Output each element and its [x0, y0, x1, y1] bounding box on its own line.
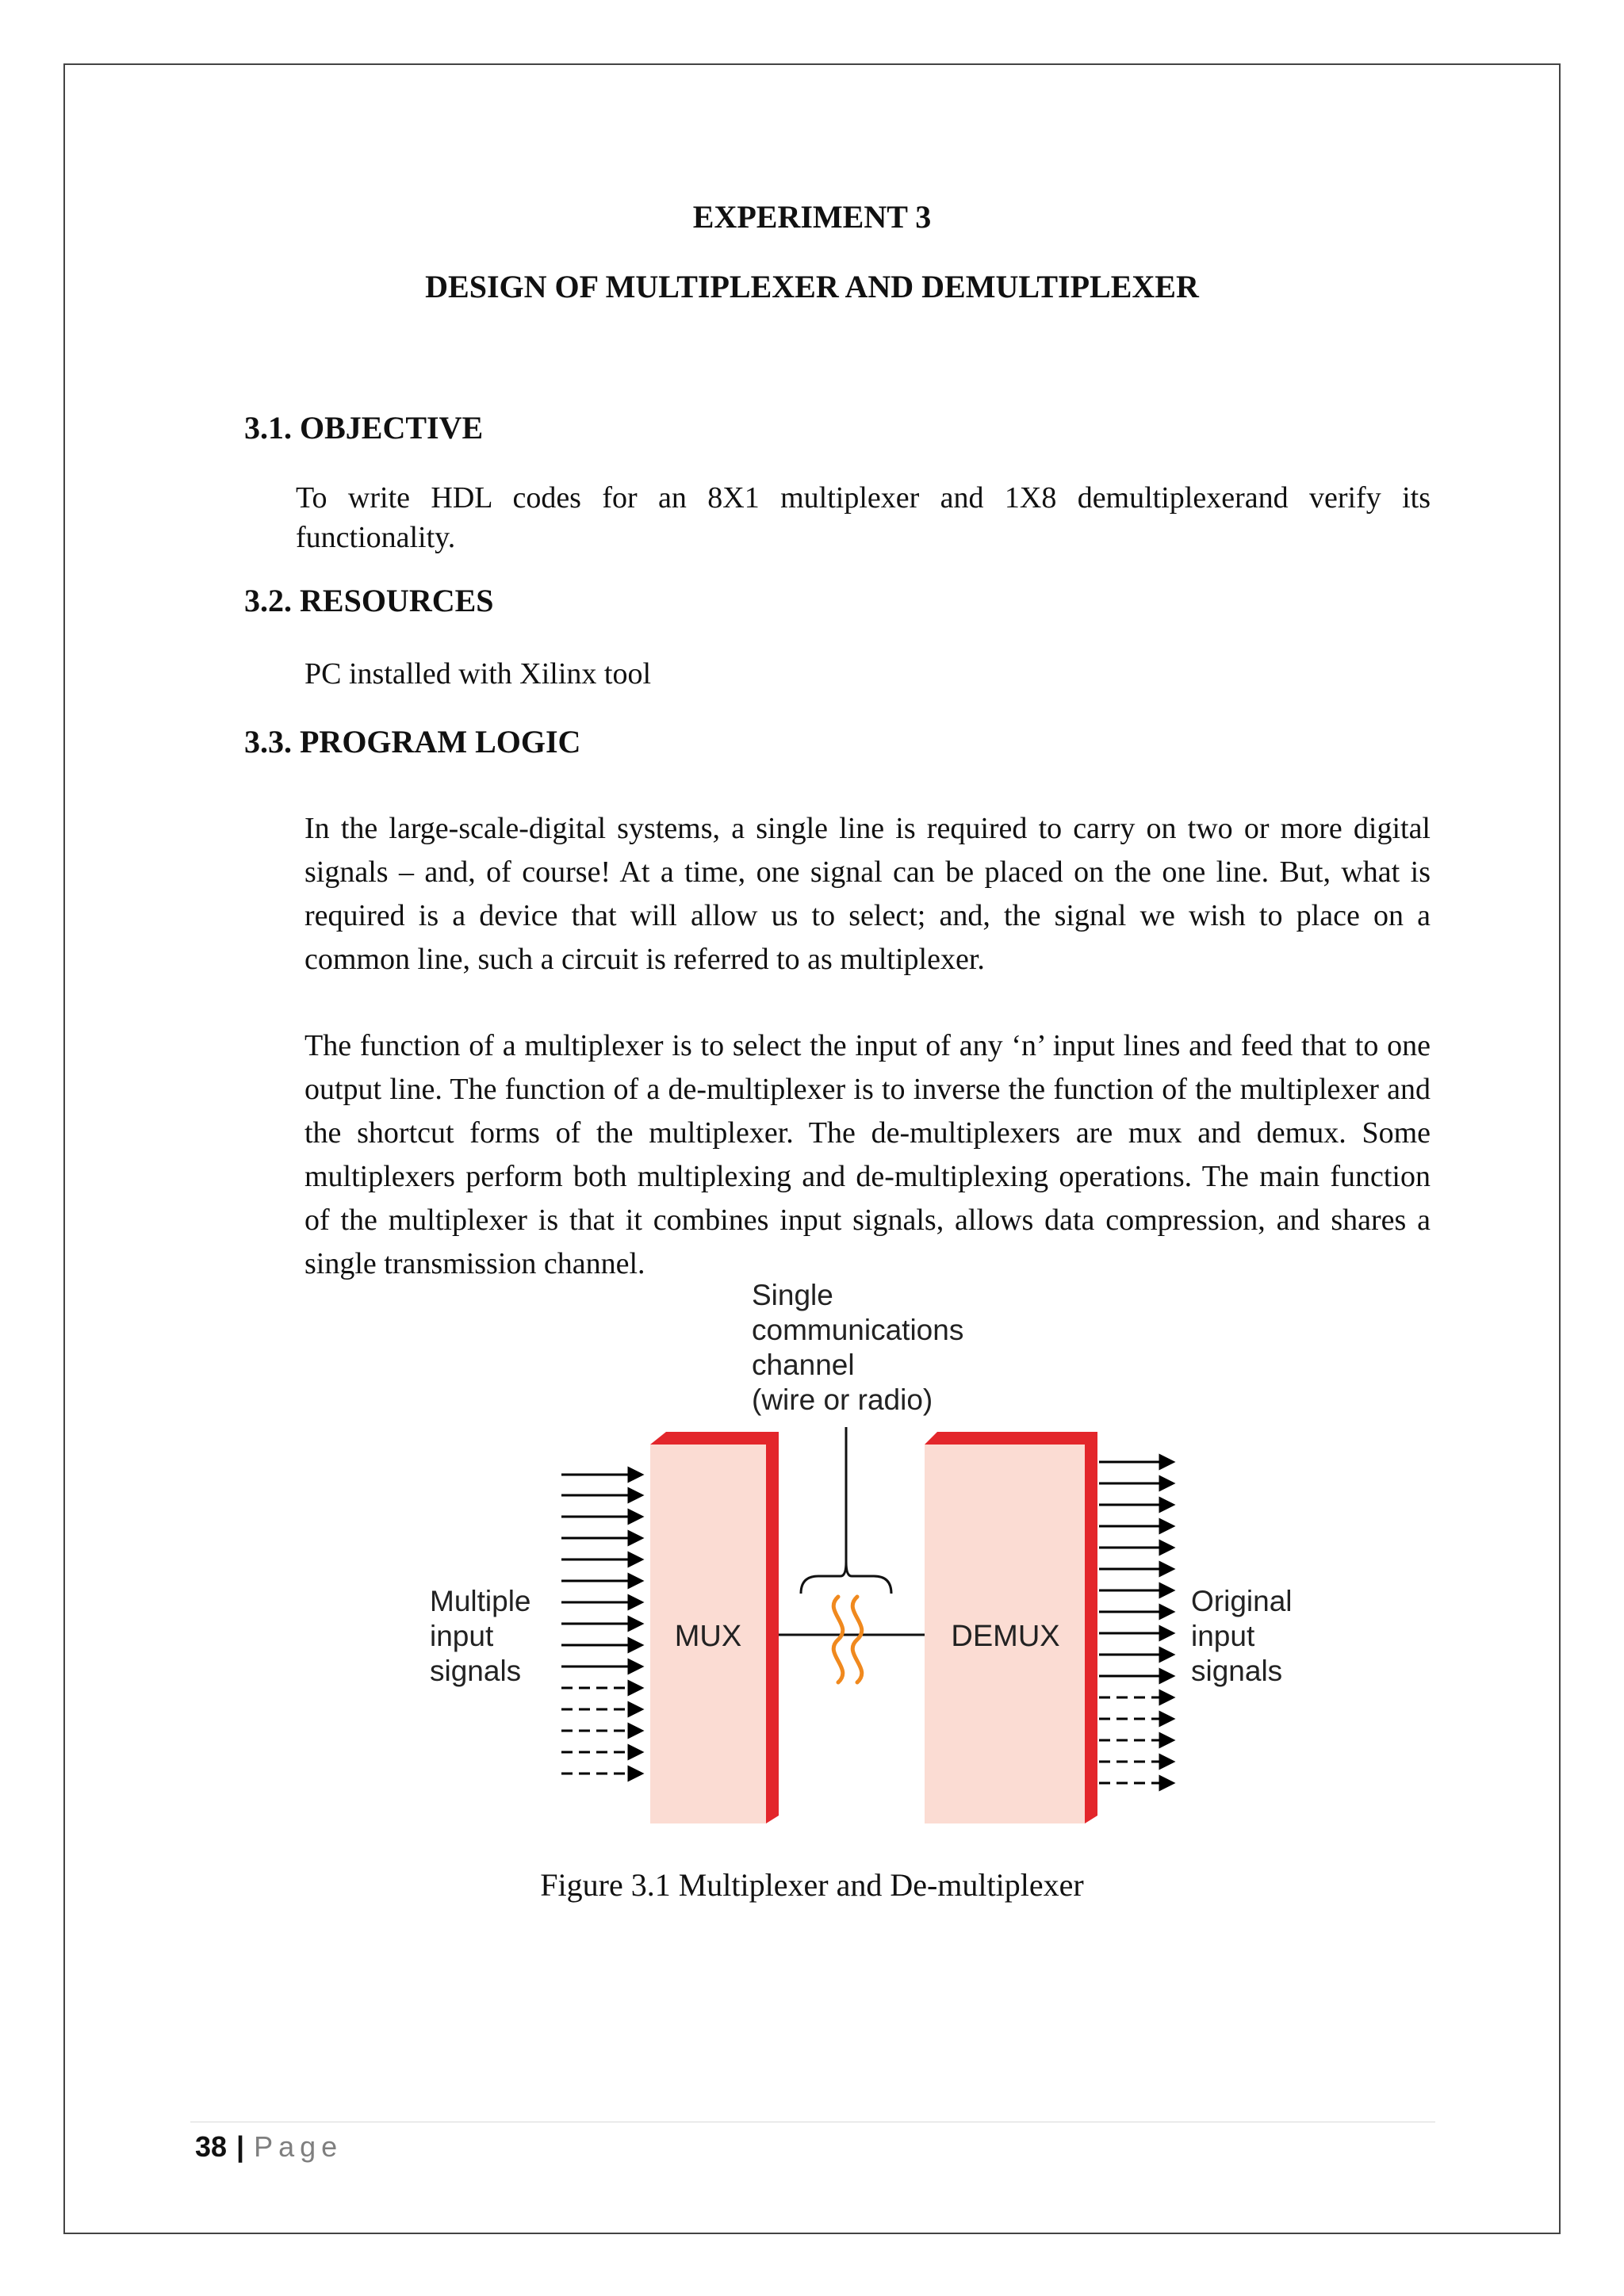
figure-caption: Figure 3.1 Multiplexer and De-multiplexer	[540, 1867, 1084, 1903]
mux-label: MUX	[674, 1620, 742, 1653]
program-logic-paragraph-1: In the large-scale-digital systems, a single line is required to carry on two or more digital signals – and, of course! At a time, one signal can be placed on the one line. But, what is required is a device that will allow us to select; and, the signal we wish to place on a common line, such a circuit is referred to as multiplexer.	[304, 812, 1431, 976]
resources-heading: 3.2. RESOURCES	[244, 583, 494, 618]
objective-heading: 3.1. OBJECTIVE	[244, 410, 484, 446]
page-number: 38	[195, 2130, 228, 2163]
channel-brace	[801, 1562, 891, 1594]
mux-demux-figure	[428, 1276, 1300, 1823]
wave-icon	[833, 1597, 862, 1682]
output-arrows	[1099, 1462, 1172, 1676]
input-arrows-dashed	[561, 1688, 641, 1774]
output-signals-label: Original input signals	[1191, 1585, 1293, 1687]
input-arrows	[561, 1475, 641, 1667]
resources-text: PC installed with Xilinx tool	[304, 657, 652, 691]
program-logic-paragraph-2: The function of a multiplexer is to select the input of any ‘n’ input lines and feed that to one output line. The function of a de-multiplexer is to inverse the function of the multiplexer and the shortcut forms of the multiplexer. The de-multiplexers are mux and demux. Some multiplexers perform both multiplexing and de-multiplexing operations. The main function of the multiplexer is that it combines input signals, allows data compression, and shares a single transmission channel.	[304, 1029, 1431, 1280]
objective-text: To write HDL codes for an 8X1 multiplexer and 1X8 demultiplexerand verify its functionality.	[296, 481, 1431, 554]
design-title: DESIGN OF MULTIPLEXER AND DEMULTIPLEXER	[425, 269, 1199, 304]
output-arrows-dashed	[1099, 1697, 1172, 1783]
demux-label: DEMUX	[951, 1620, 1060, 1653]
experiment-title: EXPERIMENT 3	[692, 199, 932, 235]
page-footer	[195, 2130, 343, 2164]
footer-separator: |	[236, 2130, 245, 2163]
program-logic-heading: 3.3. PROGRAM LOGIC	[244, 724, 581, 760]
input-signals-label: Multiple input signals	[430, 1585, 531, 1687]
channel-label: Single communications channel (wire or radio)	[752, 1279, 964, 1416]
page-label: Page	[254, 2130, 343, 2163]
